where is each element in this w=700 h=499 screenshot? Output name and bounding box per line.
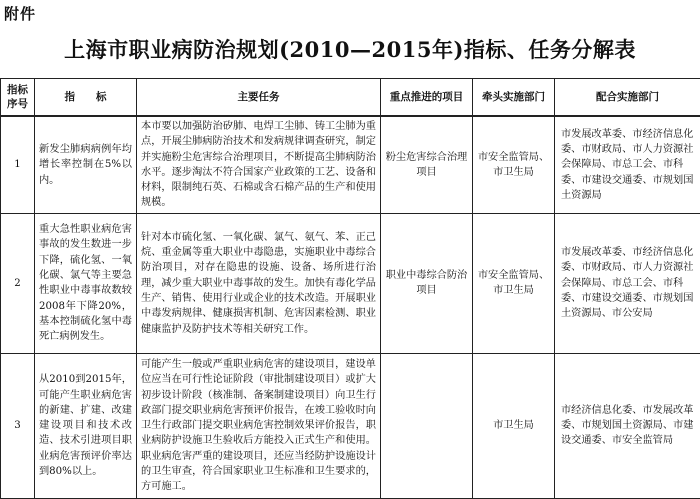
- row-coop-dept: 市发展改革委、市经济信息化委、市财政局、市人力资源社会保障局、市总工会、市科委、市建设交通委、市规划国土资源局: [555, 116, 700, 213]
- row-indicator: 新发尘肺病病例年均增长率控制在5%以内。: [35, 116, 137, 213]
- row-tasks: 可能产生一般或严重职业病危害的建设项目，建设单位应当在可行性论证阶段（审批制建设项目）或扩大初步设计阶段（核准制、备案制建设项目）向卫生行政部门提交职业病危害预评价报告，在竣工验收时向卫生行政部门提交职业病危害控制效果评价报告，职业病防护设施卫生验收后方能投入正式生产和使用。职业病危害严重的建设项目，还应当经防护设施设计的卫生审查，符合国家职业卫生标准和卫生要求的，方可施工。: [137, 353, 381, 498]
- row-lead-dept: 市安全监管局、市卫生局: [473, 116, 555, 213]
- row-coop-dept: 市发展改革委、市经济信息化委、市财政局、市人力资源社会保障局、市总工会、市科委、市建设交通委、市规划国土资源局、市公安局: [555, 213, 700, 353]
- document-title: 上海市职业病防治规划(2010—2015年)指标、任务分解表: [0, 34, 700, 64]
- row-indicator: 重大急性职业病危害事故的发生数进一步下降，硫化氢、一氧化碳、氯气等主要急性职业中毒事故数较2008年下降20%，基本控制硫化氢中毒死亡病例发生。: [35, 213, 137, 353]
- attachment-label: 附件: [4, 3, 36, 24]
- header-indicator: 指 标: [35, 79, 137, 117]
- row-index: 3: [1, 353, 35, 498]
- header-lead-dept: 牵头实施部门: [473, 79, 555, 117]
- row-indicator: 从2010到2015年，可能产生职业病危害的新建、扩建、改建建设项目和技术改造、技术引进项目职业病危害预评价率达到80%以上。: [35, 353, 137, 498]
- row-project: 职业中毒综合防治项目: [381, 213, 473, 353]
- row-lead-dept: 市卫生局: [473, 353, 555, 498]
- row-index: 1: [1, 116, 35, 213]
- row-project: [381, 353, 473, 498]
- task-breakdown-table: [0, 78, 700, 499]
- table-row: [1, 213, 700, 353]
- table-row: [1, 353, 700, 498]
- row-project: 粉尘危害综合治理项目: [381, 116, 473, 213]
- row-index: 2: [1, 213, 35, 353]
- header-coop-dept: 配合实施部门: [555, 79, 700, 117]
- header-tasks: 主要任务: [137, 79, 381, 117]
- row-lead-dept: 市安全监管局、市卫生局: [473, 213, 555, 353]
- row-coop-dept: 市经济信息化委、市发展改革委、市规划国土资源局、市建设交通委、市安全监管局: [555, 353, 700, 498]
- header-project: 重点推进的项目: [381, 79, 473, 117]
- table-header-row: [1, 79, 700, 117]
- table-row: [1, 116, 700, 213]
- row-tasks: 针对本市硫化氢、一氧化碳、氯气、氨气、苯、正己烷、重金属等重大职业中毒隐患，实施职业中毒综合防治项目，对存在隐患的设施、设备、场所进行治理，减少重大职业中毒事故的发生。加快有毒化学品生产、销售、使用行业或企业的技术改造。开展职业中毒发病规律、健康损害机制、危害因素检测、职业健康监护及防护技术等相关研究工作。: [137, 213, 381, 353]
- row-tasks: 本市要以加强防治矽肺、电焊工尘肺、铸工尘肺为重点，开展尘肺病防治技术和发病规律调查研究，制定并实施粉尘危害综合治理项目，不断提高尘肺病防治水平。逐步淘汰不符合国家产业政策的工艺、设备和材料，限制纯石英、石棉或含石棉产品的生产和使用规模。: [137, 116, 381, 213]
- header-index: 指标 序号: [1, 79, 35, 117]
